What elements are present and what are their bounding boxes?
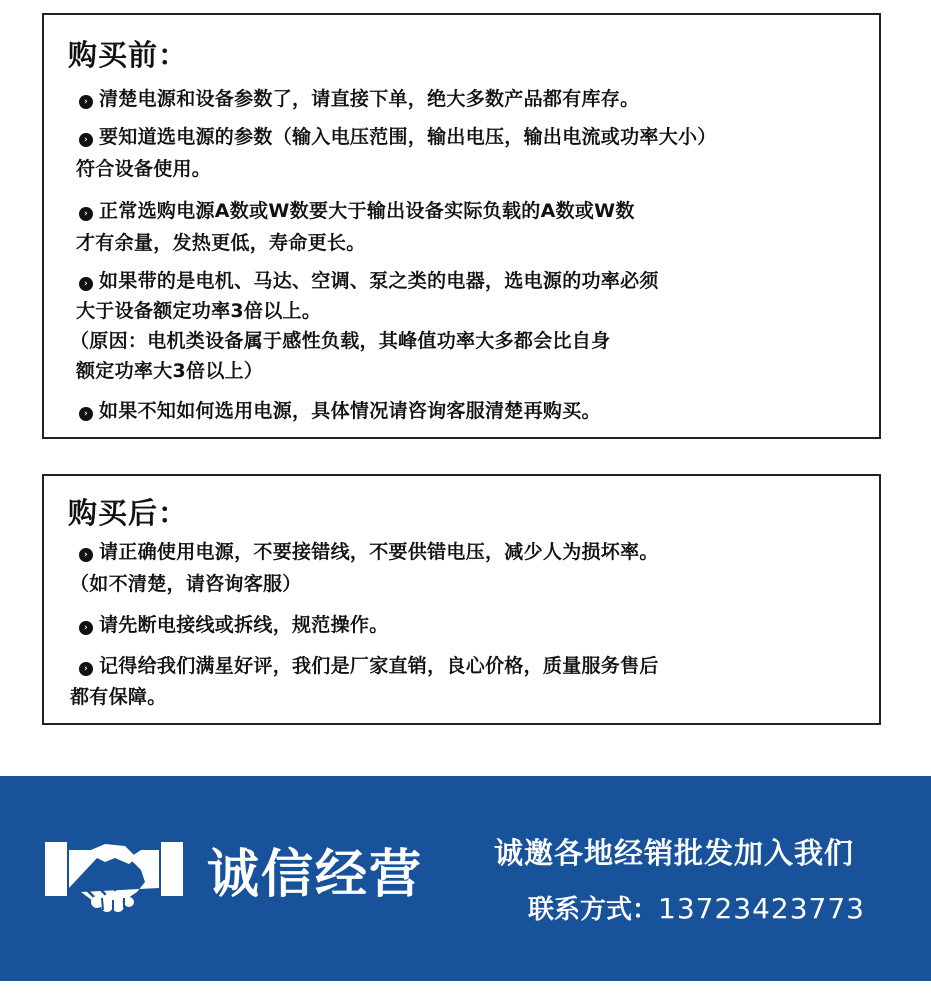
- before-item-4: [79, 272, 659, 291]
- before-item-5: [79, 402, 601, 421]
- handshake-icon: [45, 836, 183, 916]
- after-item-1: [79, 543, 659, 562]
- after-purchase-panel: [42, 474, 881, 725]
- before-item-2-text-1: 要知道选电源的参数（输入电压范围，输出电压，输出电流或功率大小）: [99, 126, 717, 148]
- banner-slogan: 诚信经营: [207, 845, 424, 905]
- after-purchase-title: 购买后：: [68, 496, 189, 530]
- contact-banner: [0, 776, 931, 981]
- bullet-icon: ›: [79, 621, 93, 635]
- before-item-2: [79, 128, 717, 147]
- before-item-3-text-1: 正常选购电源A数或W数要大于输出设备实际负载的A数或W数: [99, 200, 635, 222]
- before-item-4-line-3: （原因：电机类设备属于感性负载，其峰值功率大多都会比自身: [70, 330, 611, 352]
- before-item-1: [79, 90, 639, 109]
- after-item-2: [79, 616, 389, 635]
- contact-line: [528, 892, 865, 925]
- after-item-1-line-2: （如不清楚，请咨询客服）: [70, 573, 302, 595]
- banner-invite: 诚邀各地经销批发加入我们: [494, 836, 855, 870]
- bullet-icon: ›: [79, 662, 93, 676]
- after-item-3-line-2: 都有保障。: [70, 686, 167, 708]
- before-item-2-line-2: 符合设备使用。: [76, 158, 212, 180]
- before-purchase-panel: [42, 13, 881, 439]
- before-item-4-text-1: 如果带的是电机、马达、空调、泵之类的电器，选电源的功率必须: [99, 270, 659, 292]
- after-item-3-text-1: 记得给我们满星好评，我们是厂家直销，良心价格，质量服务售后: [99, 655, 659, 677]
- bullet-icon: ›: [79, 277, 93, 291]
- bullet-icon: ›: [79, 133, 93, 147]
- before-item-4-line-2: 大于设备额定功率3倍以上。: [76, 300, 322, 322]
- bullet-icon: ›: [79, 407, 93, 421]
- after-item-3: [79, 657, 659, 676]
- before-item-3-line-2: 才有余量，发热更低，寿命更长。: [76, 232, 366, 254]
- contact-label: 联系方式：: [528, 895, 659, 925]
- bullet-icon: ›: [79, 548, 93, 562]
- before-item-1-text: 清楚电源和设备参数了，请直接下单，绝大多数产品都有库存。: [99, 88, 640, 110]
- bullet-icon: ›: [79, 95, 93, 109]
- before-item-3: [79, 202, 635, 221]
- before-purchase-title: 购买前：: [68, 38, 189, 72]
- phone-number: 13723423773: [658, 892, 865, 925]
- before-item-5-text: 如果不知如何选用电源，具体情况请咨询客服清楚再购买。: [99, 400, 601, 422]
- after-item-1-text-1: 请正确使用电源，不要接错线，不要供错电压，减少人为损坏率。: [99, 541, 659, 563]
- before-item-4-line-4: 额定功率大3倍以上）: [76, 360, 264, 382]
- bullet-icon: ›: [79, 207, 93, 221]
- after-item-2-text: 请先断电接线或拆线，规范操作。: [99, 614, 389, 636]
